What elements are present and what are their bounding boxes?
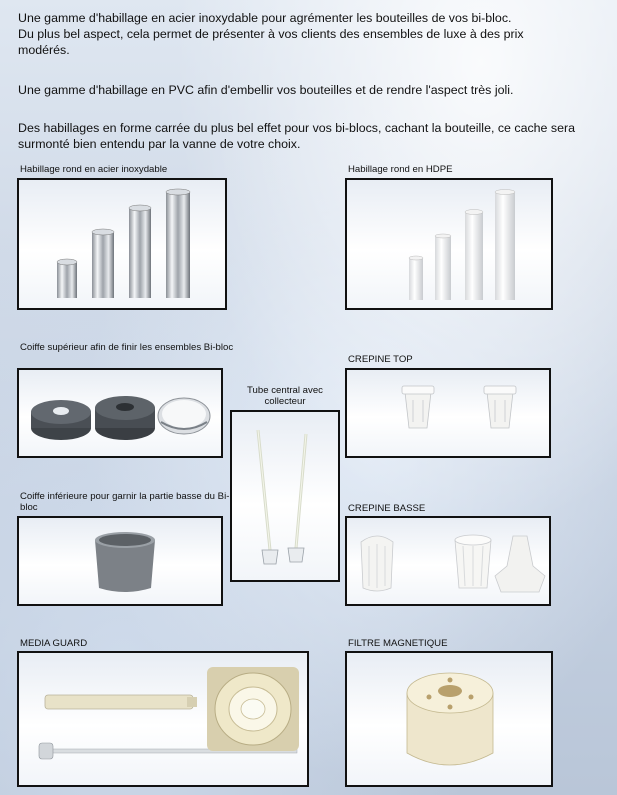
- magnetic-filter-illustration: [347, 653, 551, 785]
- caption-coiffe-inf: Coiffe inférieure pour garnir la partie basse du Bi-bloc: [20, 491, 230, 513]
- product-inox-image[interactable]: [17, 178, 227, 310]
- hdpe-cylinders-illustration: [347, 180, 551, 308]
- central-tube-illustration: [232, 412, 338, 580]
- product-coiffe-inf-image[interactable]: [17, 516, 223, 606]
- media-guard-illustration: [19, 653, 307, 785]
- caption-crepine-top: CREPINE TOP: [348, 354, 413, 365]
- product-coiffe-sup-image[interactable]: [17, 368, 223, 458]
- caption-filtre: FILTRE MAGNETIQUE: [348, 638, 448, 649]
- product-crepine-basse-image[interactable]: [345, 516, 551, 606]
- top-strainer-illustration: [347, 370, 549, 456]
- caption-hdpe: Habillage rond en HDPE: [348, 164, 453, 175]
- caption-media-guard: MEDIA GUARD: [20, 638, 88, 649]
- bottom-cap-illustration: [19, 518, 221, 604]
- product-tube-image[interactable]: [230, 410, 340, 582]
- caption-coiffe-sup: Coiffe supérieur afin de finir les ensembles Bi-bloc: [20, 342, 234, 353]
- product-media-guard-image[interactable]: [17, 651, 309, 787]
- caption-crepine-basse: CREPINE BASSE: [348, 503, 426, 514]
- caption-inox: Habillage rond en acier inoxydable: [20, 164, 168, 175]
- intro-line-1: Une gamme d'habillage en acier inoxydable pour agrémenter les bouteilles de vos bi-bloc.: [18, 11, 512, 25]
- bottom-strainer-illustration: [347, 518, 549, 604]
- product-filtre-image[interactable]: [345, 651, 553, 787]
- product-hdpe-image[interactable]: [345, 178, 553, 310]
- intro-line-3: Une gamme d'habillage en PVC afin d'embellir vos bouteilles et de rendre l'aspect très joli.: [18, 83, 514, 97]
- intro-line-4: Des habillages en forme carrée du plus bel effet pour vos bi-blocs, cachant la bouteille, ce cache sera surmonté bien entendu par la vanne de votre choix.: [18, 121, 575, 151]
- product-crepine-top-image[interactable]: [345, 368, 551, 458]
- top-caps-illustration: [19, 370, 221, 456]
- stainless-cylinders-illustration: [19, 180, 225, 308]
- intro-line-2: Du plus bel aspect, cela permet de présenter à vos clients des ensembles de luxe à des prix modérés.: [18, 27, 524, 57]
- caption-tube: Tube central avec collecteur: [247, 385, 323, 407]
